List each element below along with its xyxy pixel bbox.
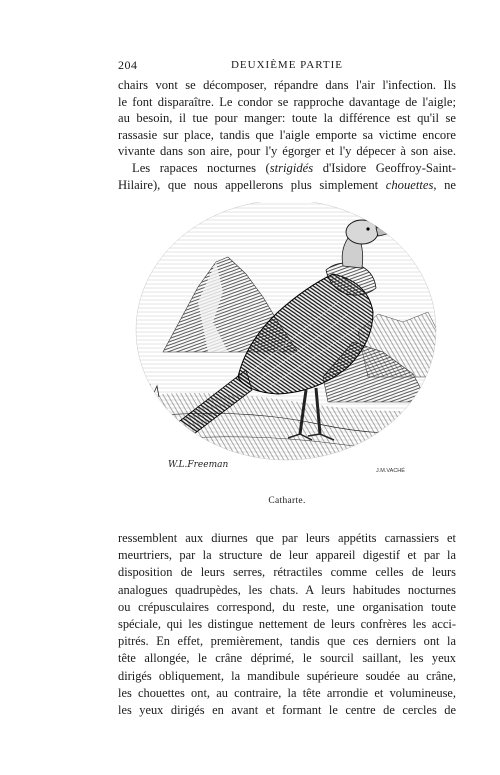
text-line: vivante dans son aire, pour l'y égorger et l'y dépecer à son aise. xyxy=(118,144,456,159)
top-text-block xyxy=(118,77,456,193)
text-line: les yeux dirigés en avant et formant le centre de cercles de xyxy=(118,702,456,717)
text-line: disposition de leurs serres, rétractiles comme celles de leurs xyxy=(118,565,456,580)
text-line: analogues quadrupèdes, les chats. A leurs habitudes nocturnes xyxy=(118,582,456,597)
engraver-signature: W.L.Freeman xyxy=(168,460,229,470)
page-number: 204 xyxy=(118,58,138,72)
bottom-text-block xyxy=(118,530,456,719)
text-line: rassasie sur place, tandis que l'aigle emporte sa victime encore xyxy=(118,127,456,142)
text-line: pitrés. En effet, premièrement, tandis que ces derniers ont la xyxy=(118,634,456,649)
vulture-engraving xyxy=(128,202,468,480)
text-line: ressemblent aux diurnes que par leurs appétits carnassiers et xyxy=(118,531,456,545)
italic-term: strigidés xyxy=(269,160,314,175)
text-line: dirigés obliquement, la mandibule supérieure soudée au crâne, xyxy=(118,668,456,683)
text-line: au besoin, il tue pour manger: toute la différence est qu'il se xyxy=(118,111,456,126)
text-line: Hilaire), que nous appellerons plus simplement chouettes, ne xyxy=(118,177,456,192)
text-line: les chouettes ont, au contraire, la tête arrondie et volumineuse, xyxy=(118,685,456,700)
figure-caption: Catharte. xyxy=(268,496,306,506)
running-title: DEUXIÈME PARTIE xyxy=(230,59,343,71)
text-line: ou crépusculaires correspond, du reste, une organisation toute xyxy=(118,599,456,614)
text-line: meurtriers, par la structure de leur appareil digestif et par la xyxy=(118,548,456,563)
text-line: spéciale, qui les distingue nettement de leurs confrères les acci- xyxy=(118,616,456,631)
text-line: Les rapaces nocturnes (strigidés d'Isidore Geoffroy-Saint- xyxy=(132,160,456,175)
text-line: tête allongée, le crâne déprimé, le sourcil saillant, les yeux xyxy=(118,651,456,666)
text-line: le font disparaître. Le condor se rapproche davantage de l'aigle; xyxy=(118,94,456,109)
engraver-signature-right: J.M.VACHÉ xyxy=(376,468,405,474)
page-header xyxy=(118,58,456,74)
italic-term: chouettes xyxy=(385,177,434,192)
text-line: chairs vont se décomposer, répandre dans l'air l'infection. Ils xyxy=(118,78,456,92)
